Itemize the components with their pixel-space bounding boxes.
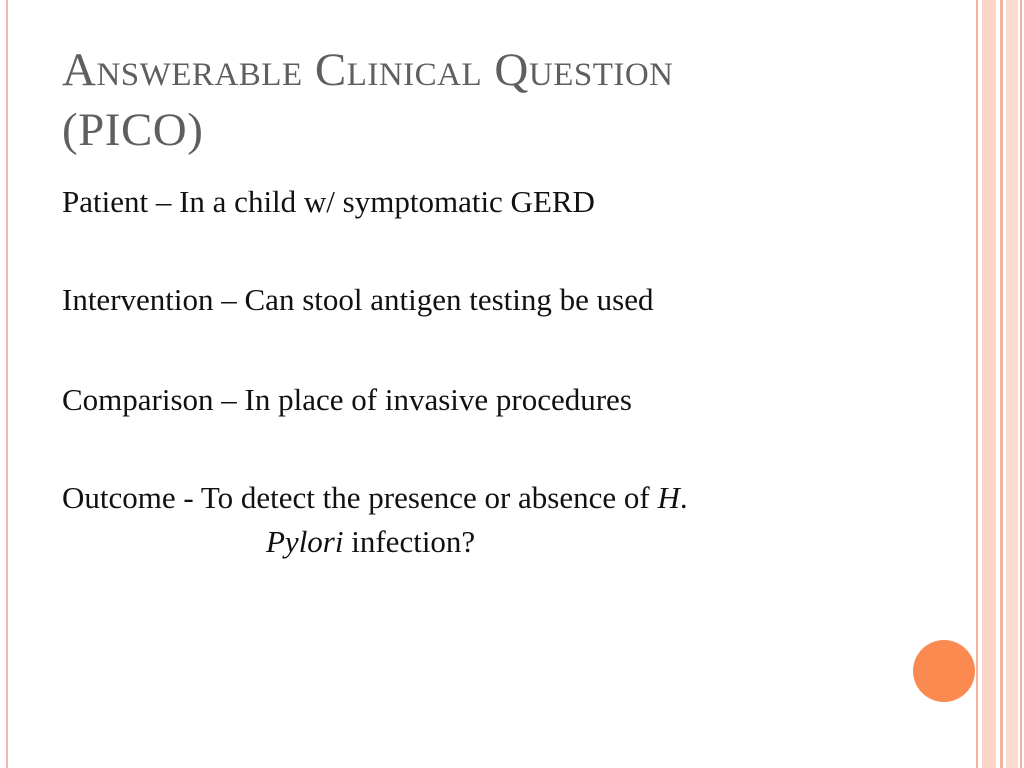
stripe: [1006, 0, 1018, 768]
title-line-2: (PICO): [62, 104, 204, 156]
outcome-italic-pylori: Pylori: [266, 524, 344, 559]
slide-title: [62, 40, 922, 160]
outcome-text-mid: .: [679, 480, 688, 515]
pico-patient: Patient – In a child w/ symptomatic GERD: [62, 184, 595, 219]
left-border-line: [6, 0, 8, 768]
pico-outcome-continued: [266, 524, 475, 560]
pico-comparison: Comparison – In place of invasive procedures: [62, 382, 632, 417]
stripe: [976, 0, 978, 768]
outcome-text-suffix: infection?: [343, 524, 476, 559]
pico-intervention: Intervention – Can stool antigen testing be used: [62, 282, 654, 317]
right-decorative-stripes: [976, 0, 1024, 768]
pico-outcome: [62, 480, 688, 516]
stripe: [982, 0, 996, 768]
outcome-italic-h: H: [657, 480, 680, 515]
outcome-text-prefix: Outcome - To detect the presence or absence of: [62, 480, 658, 515]
title-line-1: Answerable Clinical Question: [62, 44, 674, 96]
stripe: [1000, 0, 1003, 768]
stripe: [1020, 0, 1022, 768]
decorative-orange-circle: [913, 640, 975, 702]
